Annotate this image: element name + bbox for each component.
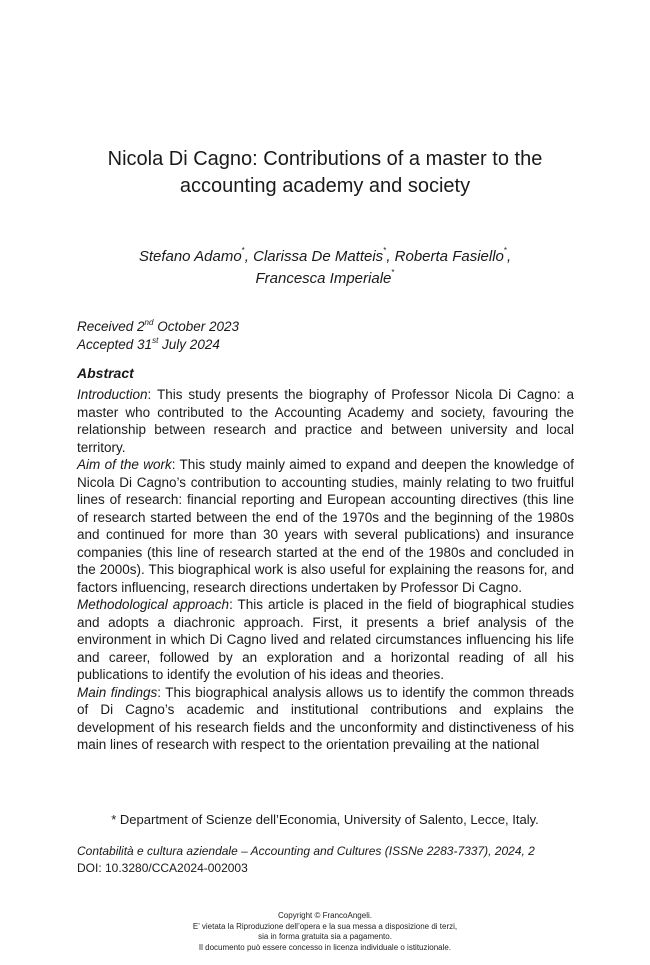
accepted-date: Accepted 31st July 2024 [77,336,220,352]
title-line-2: accounting academy and society [179,175,471,197]
copyright-line: sia in forma gratuita sia a pagamento. [258,932,392,941]
author-name: Stefano Adamo [138,248,242,265]
author-name: Clarissa De Matteis [253,248,384,265]
affiliation-footnote: * Department of Scienze dell’Economia, University of Salento, Lecce, Italy. [111,812,539,827]
affiliation-mark: * [503,246,507,255]
section-label: Aim of the work [77,457,172,472]
section-text: : This study presents the biography of Professor Nicola Di Cagno: a master who contributed to the Accounting Academy and society, favouring the relationship between research and practice and between university and local territory. [77,387,574,455]
abstract-body [77,386,574,754]
author-list [60,246,590,290]
abstract-methodology [77,596,574,684]
section-label: Main findings [77,684,158,700]
paper-title [60,146,590,200]
affiliation-mark: * [391,268,395,277]
doi: DOI: 10.3280/CCA2024-002003 [77,861,248,875]
title-line-1: Nicola Di Cagno: Contributions of a master to the [107,148,543,170]
author-line-2 [60,268,590,290]
section-label: Methodological approach [77,597,230,612]
copyright-notice [60,911,590,953]
section-text: : This article is placed in the field of biographical studies and adopts a diachronic approach. First, it presents a brief analysis of the environment in which Di Cagno lived and related circumstances influencing his life and career, followed by an exploration and a horizontal reading of all his publications to identify the evolution of his ideas and theories. [77,597,574,682]
submission-dates [77,318,239,354]
affiliation-mark: * [383,246,387,255]
received-date: Received 2nd October 2023 [77,318,240,334]
journal-name: Contabilità e cultura aziendale – Accounting and Cultures (ISSNe 2283-7337), 2024, 2 [77,844,535,858]
section-text: : This study mainly aimed to expand and deepen the knowledge of Nicola Di Cagno’s contribution to accounting studies, mainly relating to two fruitful lines of research: financial reporting and European accounting directives (this line of research started between the end of the 1970s and the beginning of the 1980s and continued for more than 30 years with several publications) and insurance companies (this line of research started at the end of the 1980s and concluded in the 2000s). This biographical work is also useful for explaining the reasons for, and factors influencing, research directions undertaken by Professor Di Cagno. [77,457,574,595]
copyright-line: Il documento può essere concesso in licenza individuale o istituzionale. [198,942,452,952]
abstract-findings [77,684,574,754]
copyright-line: Copyright © FrancoAngeli. [278,911,372,920]
section-label: Introduction [77,387,148,402]
section-text: : This biographical analysis allows us to identify the common threads of Di Cagno’s academic and institutional contributions and explains the development of his research fields and the unconformity and distinctiveness of his main lines of research with respect to the orientation prevailing at the national [77,684,574,752]
abstract-introduction [77,386,574,456]
affiliation-mark: * [241,246,245,255]
author-line-1: Stefano Adamo*, Clarissa De Matteis*, Roberta Fasiello*, [138,246,512,265]
copyright-line: E’ vietata la Riproduzione dell’opera e la sua messa a disposizione di terzi, [192,921,458,931]
journal-info [77,843,535,877]
author-name: Roberta Fasiello [394,248,504,265]
author-name: Francesca Imperiale [255,270,392,287]
abstract-heading: Abstract [77,365,134,381]
abstract-aim [77,456,574,596]
